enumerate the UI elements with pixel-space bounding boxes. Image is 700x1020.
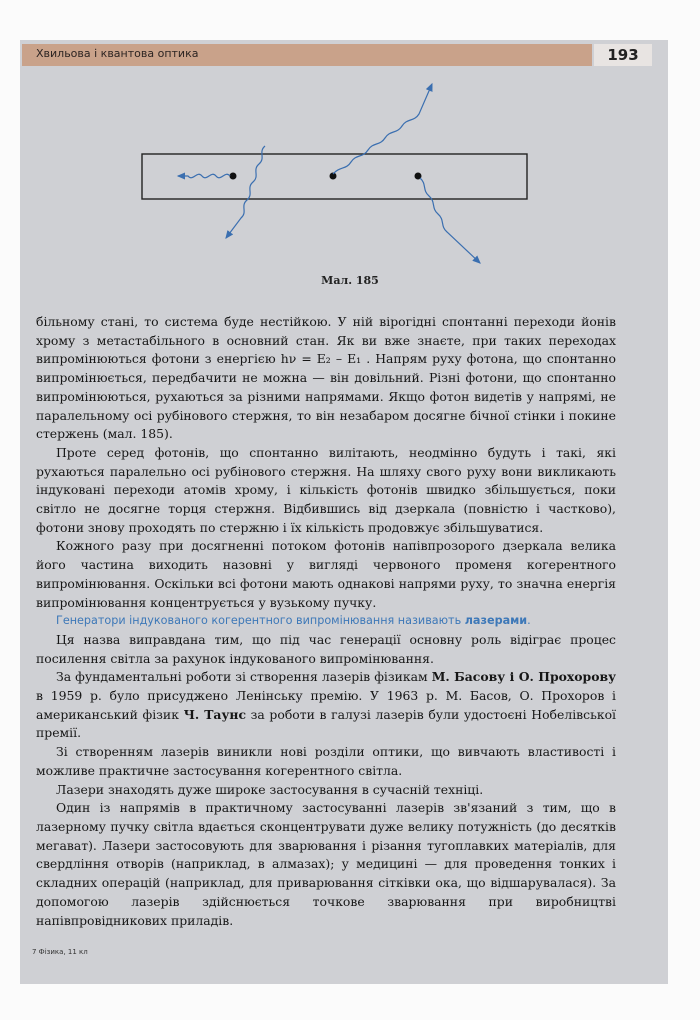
photon-wave-2 xyxy=(226,146,265,238)
chromium-atom-1 xyxy=(230,173,237,180)
photon-wave-1 xyxy=(178,174,230,177)
paragraph: Проте серед фотонів, що спонтанно вилітають, неодмінно будуть і такі, які рухаються паралельно осі рубінового стержня. На шляху свого руху вони викликають індуковані переходи атомів хрому, і кількість фотонів швидко збільшується, поки світло не досягне торця стержня. Відбившись від дзеркала (повністю і частково), фотони знову проходять по стержню і їх кількість продовжує збільшуватися. xyxy=(36,444,616,535)
paragraph: Один із напрямів в практичному застосуванні лазерів зв'язаний з тим, що в лазерному пучку світла вдається сконцентрувати дуже велику потужність (до десятків мегават). Лазери застосовують для зварювання і різання тугоплавких матеріалів, для свердління отворів (наприклад, в алмазах); у медицині — для проведення тонких і складних операцій (наприклад, для приварювання сітківки ока, що відшарувалася). За допомогою лазерів здійснюється точкове зварювання при виробництві напівпровідникових приладів. xyxy=(36,800,616,928)
energy-formula: hν = E₂ – E₁ xyxy=(280,351,362,367)
paragraph: За фундаментальні роботи зі створення лазерів фізикам М. Басову і О. Прохорову в 1959 р. було присуджено Ленінську премію. У 1963 р. М. Басов, О. Прохоров і американський фізик Ч. Таунс за роботи в галузі лазерів були удостоєні Нобелівської премії. xyxy=(36,669,616,741)
definition: Генератори індукованого когерентного випромінювання називають лазерами. xyxy=(56,614,531,628)
defined-term: лазерами xyxy=(464,614,528,628)
photon-wave-4 xyxy=(420,178,480,263)
header-band xyxy=(22,44,592,66)
footer-note: 7 Фізика, 11 кл xyxy=(32,948,88,956)
scientist-names: М. Басову і О. Прохорову xyxy=(431,669,616,685)
page-header xyxy=(22,44,664,66)
figure-caption: Мал. 185 xyxy=(321,274,379,287)
photon-wave-3 xyxy=(333,84,432,174)
chapter-title: Хвильова і квантова оптика xyxy=(36,47,199,60)
paragraph: Кожного разу при досягненні потоком фотонів напівпрозорого дзеркала велика його частина виходить назовні у вигляді червоного променя когерентного випромінювання. Оскільки всі фотони мають однакові напрями руху, то значна енергія випромінювання концентрується у вузькому пучку. xyxy=(36,538,616,610)
paragraph: більному стані, то система буде нестійкою. У ній вірогідні спонтанні переходи йонів хрому з метастабільного в основний стан. Як ви вже знаєте, при таких переходах випромінюються фотони з енергією hν = E₂ – E₁ . Напрям руху фотона, що спонтанно випромінюється, передбачити не можна — він довільний. Різні фотони, що спонтанно випромінюються, рухаються за різними напрямами. Якщо фотон видетів у напрямі, не паралельному осі рубінового стержня, то він незабаром досягне бічної стінки і покине стержень (мал. 185). xyxy=(36,314,616,442)
body-text xyxy=(36,313,616,930)
paragraph: Лазери знаходять дуже широке застосування в сучасній техніці. xyxy=(56,781,484,797)
scientist-name: Ч. Таунс xyxy=(183,706,247,722)
laser-rod-figure xyxy=(130,78,550,268)
page-number: 193 xyxy=(594,44,652,66)
paragraph: Ця назва виправдана тим, що під час генерації основну роль відіграє процес посилення світла за рахунок індукованого випромінювання. xyxy=(36,631,616,666)
paragraph: Зі створенням лазерів виникли нові розділи оптики, що вивчають властивості і можливе практичне застосування когерентного світла. xyxy=(36,744,616,778)
